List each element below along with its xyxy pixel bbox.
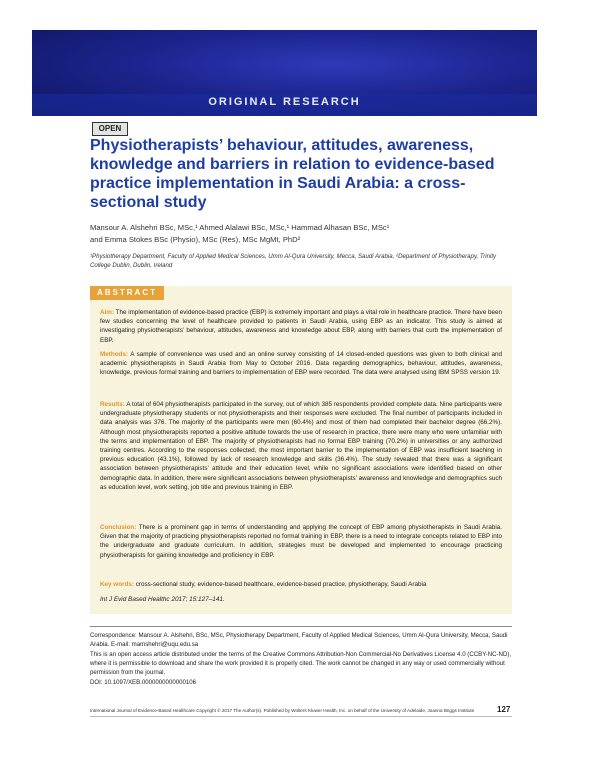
authors-line-2: and Emma Stokes BSc (Physio), MSc (Res), MSc MgMt, PhD² xyxy=(90,235,301,244)
section-label: ORIGINAL RESEARCH xyxy=(208,96,361,108)
footnotes xyxy=(90,632,515,688)
keywords-text: cross-sectional study, evidence-based healthcare, evidence-based practice, physiotherapy, Saudi Arabia xyxy=(135,581,427,588)
abstract-conclusion xyxy=(100,523,502,560)
abstract-results xyxy=(100,400,502,492)
methods-text: A sample of convenience was used and an online survey consisting of 14 closed-ended questions was given to both clinical and academic physiotherapists in Saudi Arabia from May to October 2016. Data regarding demographics, behaviour, attitudes, awareness, knowledge, previous formal training and barriers to implementation of EBP were recorded. The data were analysed using IBM SPSS version 19. xyxy=(100,351,502,377)
divider xyxy=(90,626,512,627)
affiliations: ¹Physiotherapy Department, Faculty of Applied Medical Sciences, Umm Al-Qura University, Mecca, Saudi Arabia, ²Department of Physiotherapy, Trinity College Dublin, Dublin, Ireland xyxy=(90,253,497,269)
conclusion-text: There is a prominent gap in terms of understanding and applying the concept of EBP among physiotherapists in Saudi Arabia. Given that the majority of practicing physiotherapists reported no formal training in EBP, there is a need to integrate concepts related to EBP into the undergraduate and graduate curriculum. In addition, strategies must be developed and implemented to encourage practicing physiotherapists for gaining knowledge and proficiency in EBP. xyxy=(100,524,502,559)
abstract-heading: ABSTRACT xyxy=(90,286,164,300)
abstract-aim xyxy=(100,308,502,345)
license-notice: This is an open access article distributed under the terms of the Creative Commons Attribution-Non Commercial-No Derivatives License 4.0 (CCBY-NC-ND), where it is permissible to download and share the work provided it is properly cited. The work cannot be changed in any way or used commercially without permission from the journal. xyxy=(90,650,512,676)
abstract-keywords xyxy=(100,580,502,589)
results-text: A total of 604 physiotherapists participated in the survey, out of which 385 respondents provided complete data. Nine participants were undergraduate physiotherapy students or not physiotherapists and their responses were excluded. The final number of participants included in data analysis was 376. The majority of the participants were men (60.4%) and most of them had completed their bachelor degree (66.2%). Although most physiotherapists reported a positive attitude towards the use of research in practice, there were many who were unfamiliar with the terms and implementation of EBP. The majority of physiotherapists had no formal EBP training (70.2%) in universities or any authorized training centres. According to the responses collected, the most important barrier to the implementation of EBP was insufficient teaching in previous education (43.1%), followed by lack of research knowledge and skills (36.4%). The study revealed that there was a significant association between physiotherapists’ attitude and their education level, while no significant associations were identified based on other demographic data. In addition, there were significant associations between physiotherapists’ awareness and knowledge and demographics such as education level, work setting, job title and previous training in EBP. xyxy=(100,401,503,491)
citation: Int J Evid Based Healthc 2017; 15:127–141. xyxy=(100,596,225,603)
methods-label: Methods: xyxy=(100,351,128,358)
correspondence: Correspondence: Mansour A. Alshehri, BSc, MSc, Physiotherapy Department, Faculty of Applied Medical Sciences, Umm Al-Qura University, Mecca, Saudi Arabia. E-mail: mamshehri@uqu.edu.sa xyxy=(90,632,508,648)
page-number: 127 xyxy=(497,705,511,714)
aim-text: The implementation of evidence-based practice (EBP) is extremely important and plays a vital role in healthcare practice. There have been few studies concerning the level of healthcare provided to patients in Saudi Arabia, using EBP as an indicator. This study is aimed at investigating physiotherapists’ behaviour, attitudes, awareness and knowledge about EBP, along with barriers that curb the implementation of EBP. xyxy=(100,309,502,344)
aim-label: Aim: xyxy=(100,309,114,316)
authors-line-1: Mansour A. Alshehri BSc, MSc,¹ Ahmed Alalawi BSc, MSc,¹ Hammad Alhasan BSc, MSc¹ xyxy=(90,223,390,232)
footer-line xyxy=(90,716,512,717)
journal-footer: International Journal of Evidence-Based Healthcare Copyright © 2017 The Author(s). Published by Wolters Kluwer Health, Inc. on behalf of the University of Adelaide, Joanna Briggs Institute xyxy=(90,708,475,713)
open-access-badge: OPEN xyxy=(92,122,128,136)
abstract-methods xyxy=(100,350,502,378)
doi: DOI: 10.1097/XEB.0000000000000106 xyxy=(90,678,197,686)
keywords-label: Key words: xyxy=(100,581,134,588)
conclusion-label: Conclusion: xyxy=(100,524,137,531)
article-title: Physiotherapists’ behaviour, attitudes, awareness, knowledge and barriers in relation to evidence-based practice implementation in Saudi Arabia: a cross-sectional study xyxy=(90,137,495,211)
authors xyxy=(90,222,520,246)
results-label: Results: xyxy=(100,401,125,408)
